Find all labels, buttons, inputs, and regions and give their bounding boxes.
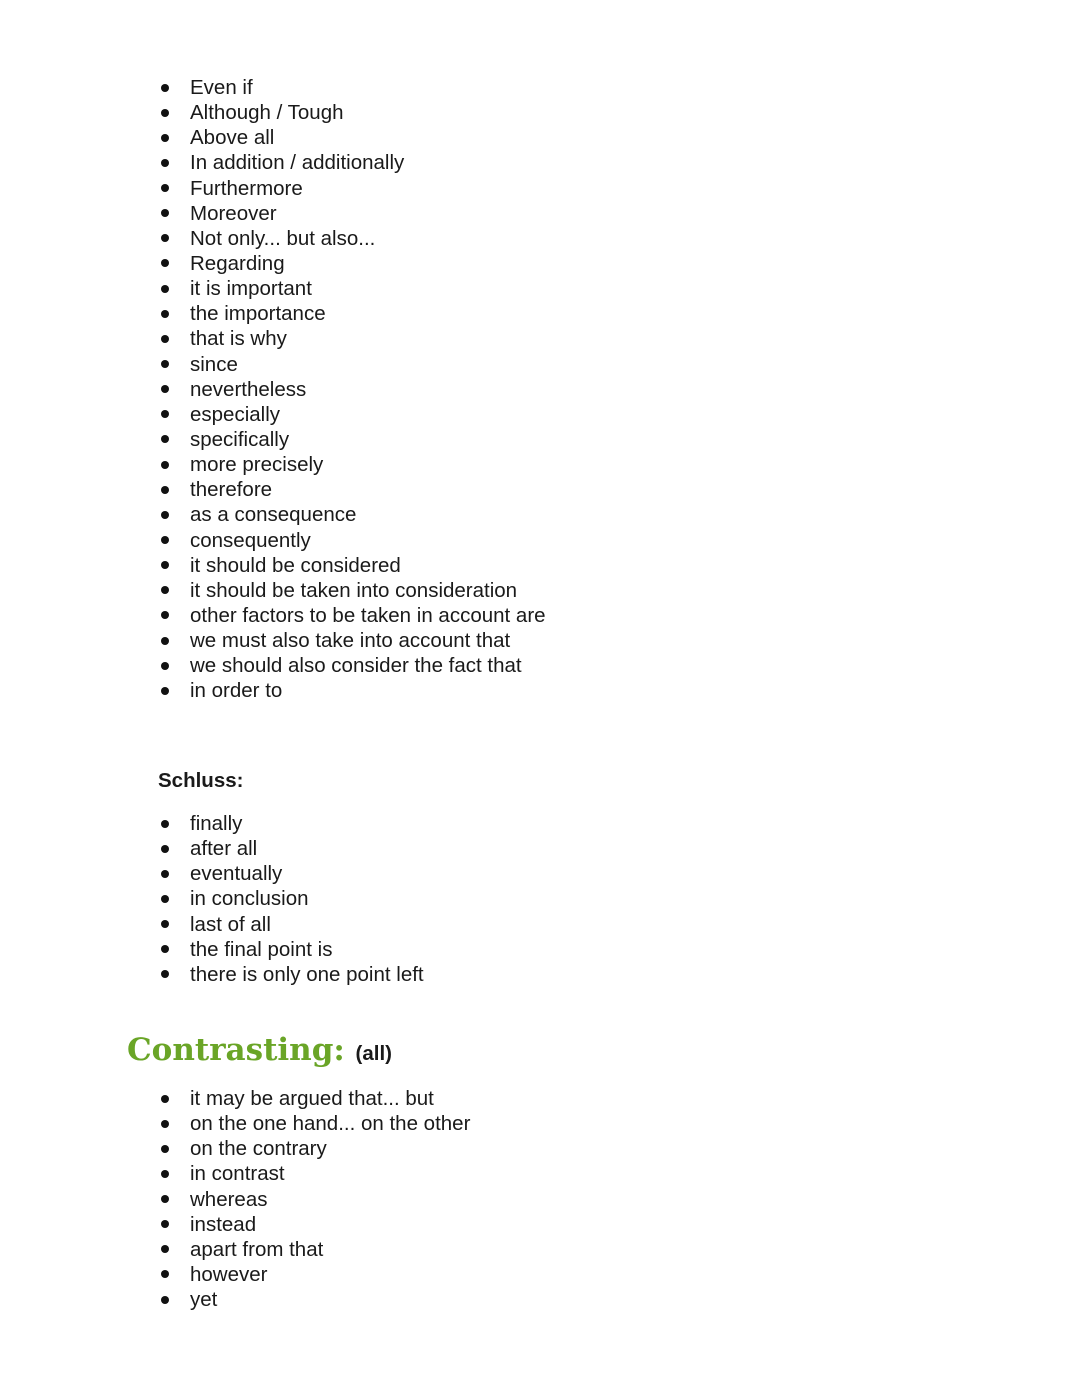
bullet-icon [161, 536, 169, 544]
bullet-icon [161, 687, 169, 695]
list-item-text: nevertheless [190, 377, 307, 401]
list-item-text: Not only... but also... [190, 226, 376, 250]
bullet-icon [161, 134, 169, 142]
list-item-text: especially [190, 402, 281, 426]
bullet-icon [161, 385, 169, 393]
bullet-icon [161, 511, 169, 519]
list-item [158, 251, 546, 276]
bullet-icon [161, 662, 169, 670]
list-item [158, 452, 546, 477]
list-item [158, 1086, 470, 1111]
list-item [158, 301, 546, 326]
list-item [158, 603, 546, 628]
connectives-list [158, 75, 546, 704]
list-item [158, 1287, 470, 1312]
bullet-icon [161, 1220, 169, 1228]
bullet-icon [161, 1170, 169, 1178]
list-item-text: on the contrary [190, 1137, 327, 1161]
list-item-text: yet [190, 1288, 218, 1312]
bullet-icon [161, 1270, 169, 1278]
list-item-text: since [190, 352, 238, 376]
list-item-text: the final point is [190, 937, 333, 961]
list-item [158, 886, 424, 911]
list-item-text: more precisely [190, 453, 324, 477]
list-item-text: it should be considered [190, 553, 401, 577]
list-item [158, 1136, 470, 1161]
list-item-text: whereas [190, 1187, 268, 1211]
list-item [158, 1111, 470, 1136]
contrasting-note: (all) [355, 1042, 392, 1065]
list-item [158, 427, 546, 452]
list-item [158, 125, 546, 150]
list-item-text: finally [190, 812, 243, 835]
list-item-text: on the one hand... on the other [190, 1112, 471, 1136]
list-item [158, 75, 546, 100]
bullet-icon [161, 335, 169, 343]
list-item [158, 578, 546, 603]
list-item-text: Moreover [190, 201, 277, 225]
bullet-icon [161, 1195, 169, 1203]
bullet-icon [161, 486, 169, 494]
bullet-icon [161, 586, 169, 594]
list-item [158, 176, 546, 201]
bullet-icon [161, 561, 169, 569]
list-item [158, 553, 546, 578]
list-item-text: Although / Tough [190, 101, 344, 125]
list-item-text: after all [190, 837, 258, 861]
list-item [158, 861, 424, 886]
bullet-icon [161, 360, 169, 368]
contrasting-list [158, 1086, 470, 1312]
list-item-text: it may be argued that... but [190, 1087, 434, 1110]
bullet-icon [161, 1095, 169, 1103]
list-item-text: In addition / additionally [190, 151, 405, 175]
list-item [158, 1237, 470, 1262]
list-item [158, 477, 546, 502]
list-item-text: in contrast [190, 1162, 285, 1186]
bullet-icon [161, 945, 169, 953]
list-item-text: consequently [190, 528, 311, 552]
list-item-text: we should also consider the fact that [190, 654, 522, 678]
bullet-icon [161, 637, 169, 645]
bullet-icon [161, 920, 169, 928]
list-item-text: eventually [190, 862, 283, 886]
list-item [158, 201, 546, 226]
list-item [158, 937, 424, 962]
list-item-text: that is why [190, 327, 287, 351]
list-item-text: it is important [190, 277, 312, 301]
bullet-icon [161, 1296, 169, 1304]
bullet-icon [161, 1145, 169, 1153]
list-item-text: the importance [190, 302, 326, 326]
list-item [158, 276, 546, 301]
list-item-text: as a consequence [190, 503, 357, 527]
contrasting-title: Contrasting: [127, 1032, 345, 1068]
bullet-icon [161, 1245, 169, 1253]
bullet-icon [161, 410, 169, 418]
list-item [158, 226, 546, 251]
contrasting-heading [127, 1028, 392, 1076]
bullet-icon [161, 970, 169, 978]
list-item-text: Regarding [190, 251, 285, 275]
list-item [158, 678, 546, 703]
bullet-icon [161, 820, 169, 828]
bullet-icon [161, 435, 169, 443]
list-item-text: Furthermore [190, 176, 303, 200]
bullet-icon [161, 285, 169, 293]
list-item-text: specifically [190, 427, 290, 451]
list-item-text: other factors to be taken in account are [190, 603, 546, 627]
list-item [158, 502, 546, 527]
bullet-icon [161, 461, 169, 469]
list-item-text: in conclusion [190, 887, 309, 911]
list-item [158, 836, 424, 861]
list-item-text: in order to [190, 679, 283, 703]
list-item-text: Above all [190, 126, 275, 150]
list-item [158, 912, 424, 937]
schluss-heading: Schluss: [158, 769, 244, 792]
bullet-icon [161, 310, 169, 318]
list-item-text: it should be taken into consideration [190, 578, 518, 602]
list-item [158, 811, 424, 836]
schluss-list [158, 811, 424, 987]
list-item [158, 962, 424, 987]
list-item-text: last of all [190, 912, 271, 936]
list-item [158, 1262, 470, 1287]
list-item-text: there is only one point left [190, 962, 424, 986]
bullet-icon [161, 845, 169, 853]
list-item-text: we must also take into account that [190, 629, 511, 653]
list-item [158, 402, 546, 427]
list-item-text: therefore [190, 478, 273, 502]
list-item [158, 150, 546, 175]
bullet-icon [161, 611, 169, 619]
list-item [158, 1212, 470, 1237]
bullet-icon [161, 1120, 169, 1128]
bullet-icon [161, 259, 169, 267]
list-item [158, 528, 546, 553]
bullet-icon [161, 870, 169, 878]
list-item [158, 653, 546, 678]
bullet-icon [161, 234, 169, 242]
list-item [158, 1161, 470, 1186]
bullet-icon [161, 109, 169, 117]
list-item [158, 352, 546, 377]
list-item [158, 377, 546, 402]
list-item-text: apart from that [190, 1237, 324, 1261]
list-item-text: instead [190, 1212, 257, 1236]
list-item [158, 628, 546, 653]
list-item [158, 1187, 470, 1212]
list-item [158, 326, 546, 351]
bullet-icon [161, 159, 169, 167]
list-item-text: however [190, 1262, 268, 1286]
list-item [158, 100, 546, 125]
list-item-text: Even if [190, 76, 253, 99]
bullet-icon [161, 184, 169, 192]
bullet-icon [161, 895, 169, 903]
bullet-icon [161, 209, 169, 217]
bullet-icon [161, 84, 169, 92]
